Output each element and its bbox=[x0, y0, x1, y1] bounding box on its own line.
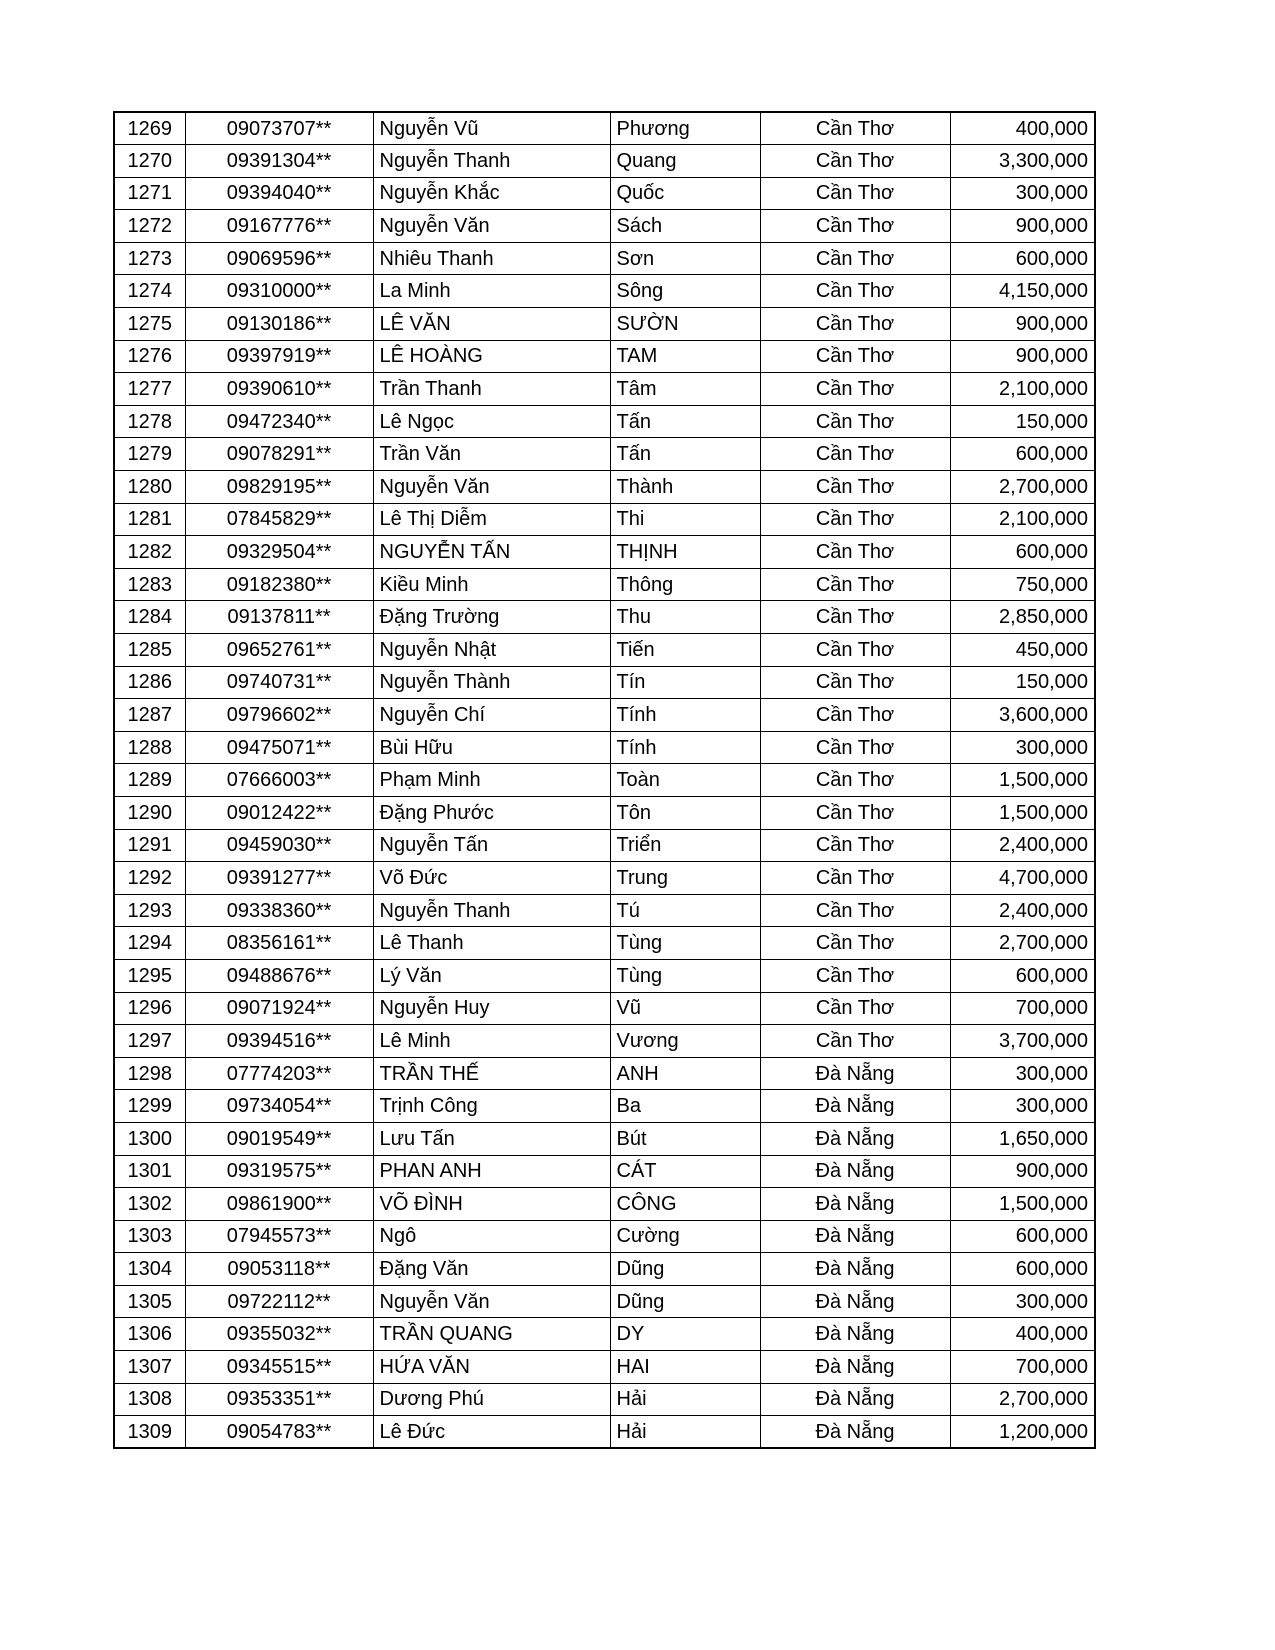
records-table-body bbox=[114, 112, 1095, 1448]
city-cell: Cần Thơ bbox=[760, 536, 950, 569]
city-cell: Đà Nẵng bbox=[760, 1155, 950, 1188]
phone-cell: 09073707** bbox=[185, 112, 373, 145]
last-name-cell: Ngô bbox=[373, 1220, 610, 1253]
city-cell: Đà Nẵng bbox=[760, 1220, 950, 1253]
row-number-cell: 1294 bbox=[114, 927, 185, 960]
first-name-cell: SƯỜN bbox=[610, 308, 760, 341]
city-cell: Đà Nẵng bbox=[760, 1351, 950, 1384]
phone-cell: 09019549** bbox=[185, 1122, 373, 1155]
last-name-cell: Nguyễn Huy bbox=[373, 992, 610, 1025]
table-row bbox=[114, 829, 1095, 862]
last-name-cell: Đặng Phước bbox=[373, 796, 610, 829]
last-name-cell: Nguyễn Văn bbox=[373, 471, 610, 504]
amount-cell: 1,200,000 bbox=[950, 1416, 1095, 1449]
amount-cell: 900,000 bbox=[950, 1155, 1095, 1188]
city-cell: Đà Nẵng bbox=[760, 1090, 950, 1123]
last-name-cell: LÊ HOÀNG bbox=[373, 340, 610, 373]
row-number-cell: 1280 bbox=[114, 471, 185, 504]
table-row bbox=[114, 1122, 1095, 1155]
table-row bbox=[114, 405, 1095, 438]
table-row bbox=[114, 536, 1095, 569]
phone-cell: 07945573** bbox=[185, 1220, 373, 1253]
table-row bbox=[114, 471, 1095, 504]
first-name-cell: Cường bbox=[610, 1220, 760, 1253]
row-number-cell: 1303 bbox=[114, 1220, 185, 1253]
first-name-cell: Tùng bbox=[610, 959, 760, 992]
amount-cell: 600,000 bbox=[950, 1220, 1095, 1253]
first-name-cell: Tùng bbox=[610, 927, 760, 960]
phone-cell: 09829195** bbox=[185, 471, 373, 504]
amount-cell: 2,700,000 bbox=[950, 471, 1095, 504]
row-number-cell: 1291 bbox=[114, 829, 185, 862]
city-cell: Cần Thơ bbox=[760, 503, 950, 536]
table-row bbox=[114, 145, 1095, 178]
first-name-cell: Hải bbox=[610, 1416, 760, 1449]
row-number-cell: 1307 bbox=[114, 1351, 185, 1384]
last-name-cell: HỨA VĂN bbox=[373, 1351, 610, 1384]
phone-cell: 09472340** bbox=[185, 405, 373, 438]
row-number-cell: 1269 bbox=[114, 112, 185, 145]
table-row bbox=[114, 1318, 1095, 1351]
row-number-cell: 1298 bbox=[114, 1057, 185, 1090]
phone-cell: 09397919** bbox=[185, 340, 373, 373]
last-name-cell: Bùi Hữu bbox=[373, 731, 610, 764]
city-cell: Cần Thơ bbox=[760, 894, 950, 927]
phone-cell: 09652761** bbox=[185, 634, 373, 667]
first-name-cell: Quang bbox=[610, 145, 760, 178]
last-name-cell: TRẦN QUANG bbox=[373, 1318, 610, 1351]
table-row bbox=[114, 242, 1095, 275]
first-name-cell: Thu bbox=[610, 601, 760, 634]
amount-cell: 900,000 bbox=[950, 308, 1095, 341]
phone-cell: 09390610** bbox=[185, 373, 373, 406]
phone-cell: 09740731** bbox=[185, 666, 373, 699]
last-name-cell: Nguyễn Chí bbox=[373, 699, 610, 732]
city-cell: Đà Nẵng bbox=[760, 1285, 950, 1318]
row-number-cell: 1279 bbox=[114, 438, 185, 471]
last-name-cell: TRẦN THẾ bbox=[373, 1057, 610, 1090]
row-number-cell: 1304 bbox=[114, 1253, 185, 1286]
amount-cell: 150,000 bbox=[950, 405, 1095, 438]
last-name-cell: Nguyễn Thanh bbox=[373, 894, 610, 927]
amount-cell: 2,100,000 bbox=[950, 503, 1095, 536]
first-name-cell: Vương bbox=[610, 1025, 760, 1058]
table-row bbox=[114, 1188, 1095, 1221]
last-name-cell: NGUYỄN TẤN bbox=[373, 536, 610, 569]
row-number-cell: 1295 bbox=[114, 959, 185, 992]
first-name-cell: Dũng bbox=[610, 1253, 760, 1286]
first-name-cell: ANH bbox=[610, 1057, 760, 1090]
amount-cell: 300,000 bbox=[950, 1285, 1095, 1318]
city-cell: Cần Thơ bbox=[760, 601, 950, 634]
table-row bbox=[114, 731, 1095, 764]
phone-cell: 09394516** bbox=[185, 1025, 373, 1058]
amount-cell: 600,000 bbox=[950, 959, 1095, 992]
city-cell: Đà Nẵng bbox=[760, 1188, 950, 1221]
table-row bbox=[114, 1253, 1095, 1286]
row-number-cell: 1289 bbox=[114, 764, 185, 797]
last-name-cell: Võ Đức bbox=[373, 862, 610, 895]
first-name-cell: Tôn bbox=[610, 796, 760, 829]
last-name-cell: Lê Thanh bbox=[373, 927, 610, 960]
phone-cell: 09459030** bbox=[185, 829, 373, 862]
phone-cell: 09071924** bbox=[185, 992, 373, 1025]
phone-cell: 09475071** bbox=[185, 731, 373, 764]
amount-cell: 2,100,000 bbox=[950, 373, 1095, 406]
last-name-cell: Lê Đức bbox=[373, 1416, 610, 1449]
last-name-cell: Trần Văn bbox=[373, 438, 610, 471]
amount-cell: 600,000 bbox=[950, 242, 1095, 275]
city-cell: Cần Thơ bbox=[760, 177, 950, 210]
first-name-cell: CÁT bbox=[610, 1155, 760, 1188]
table-row bbox=[114, 796, 1095, 829]
amount-cell: 2,700,000 bbox=[950, 1383, 1095, 1416]
table-row bbox=[114, 634, 1095, 667]
row-number-cell: 1284 bbox=[114, 601, 185, 634]
first-name-cell: Ba bbox=[610, 1090, 760, 1123]
first-name-cell: Tính bbox=[610, 699, 760, 732]
city-cell: Đà Nẵng bbox=[760, 1383, 950, 1416]
first-name-cell: Sông bbox=[610, 275, 760, 308]
amount-cell: 600,000 bbox=[950, 1253, 1095, 1286]
first-name-cell: HAI bbox=[610, 1351, 760, 1384]
phone-cell: 07666003** bbox=[185, 764, 373, 797]
last-name-cell: Nguyễn Thanh bbox=[373, 145, 610, 178]
table-row bbox=[114, 373, 1095, 406]
last-name-cell: Nguyễn Tấn bbox=[373, 829, 610, 862]
phone-cell: 09167776** bbox=[185, 210, 373, 243]
amount-cell: 400,000 bbox=[950, 112, 1095, 145]
row-number-cell: 1276 bbox=[114, 340, 185, 373]
row-number-cell: 1297 bbox=[114, 1025, 185, 1058]
amount-cell: 750,000 bbox=[950, 568, 1095, 601]
table-row bbox=[114, 438, 1095, 471]
last-name-cell: Nguyễn Văn bbox=[373, 1285, 610, 1318]
row-number-cell: 1293 bbox=[114, 894, 185, 927]
row-number-cell: 1302 bbox=[114, 1188, 185, 1221]
last-name-cell: Nguyễn Vũ bbox=[373, 112, 610, 145]
last-name-cell: La Minh bbox=[373, 275, 610, 308]
city-cell: Cần Thơ bbox=[760, 927, 950, 960]
row-number-cell: 1272 bbox=[114, 210, 185, 243]
phone-cell: 09734054** bbox=[185, 1090, 373, 1123]
first-name-cell: Tâm bbox=[610, 373, 760, 406]
first-name-cell: Sách bbox=[610, 210, 760, 243]
table-row bbox=[114, 275, 1095, 308]
city-cell: Cần Thơ bbox=[760, 471, 950, 504]
row-number-cell: 1274 bbox=[114, 275, 185, 308]
last-name-cell: Phạm Minh bbox=[373, 764, 610, 797]
row-number-cell: 1271 bbox=[114, 177, 185, 210]
table-row bbox=[114, 764, 1095, 797]
city-cell: Cần Thơ bbox=[760, 568, 950, 601]
city-cell: Cần Thơ bbox=[760, 634, 950, 667]
amount-cell: 300,000 bbox=[950, 1057, 1095, 1090]
first-name-cell: Toàn bbox=[610, 764, 760, 797]
city-cell: Cần Thơ bbox=[760, 699, 950, 732]
table-row bbox=[114, 927, 1095, 960]
first-name-cell: Tú bbox=[610, 894, 760, 927]
phone-cell: 09130186** bbox=[185, 308, 373, 341]
amount-cell: 1,500,000 bbox=[950, 1188, 1095, 1221]
table-row bbox=[114, 1383, 1095, 1416]
first-name-cell: Hải bbox=[610, 1383, 760, 1416]
city-cell: Cần Thơ bbox=[760, 340, 950, 373]
last-name-cell: Đặng Trường bbox=[373, 601, 610, 634]
phone-cell: 09054783** bbox=[185, 1416, 373, 1449]
row-number-cell: 1296 bbox=[114, 992, 185, 1025]
table-row bbox=[114, 1025, 1095, 1058]
table-row bbox=[114, 959, 1095, 992]
first-name-cell: Thi bbox=[610, 503, 760, 536]
row-number-cell: 1301 bbox=[114, 1155, 185, 1188]
last-name-cell: VÕ ĐÌNH bbox=[373, 1188, 610, 1221]
table-row bbox=[114, 177, 1095, 210]
first-name-cell: Thông bbox=[610, 568, 760, 601]
city-cell: Cần Thơ bbox=[760, 829, 950, 862]
phone-cell: 09391304** bbox=[185, 145, 373, 178]
amount-cell: 300,000 bbox=[950, 1090, 1095, 1123]
city-cell: Cần Thơ bbox=[760, 959, 950, 992]
last-name-cell: Kiều Minh bbox=[373, 568, 610, 601]
city-cell: Cần Thơ bbox=[760, 731, 950, 764]
last-name-cell: Dương Phú bbox=[373, 1383, 610, 1416]
phone-cell: 08356161** bbox=[185, 927, 373, 960]
city-cell: Cần Thơ bbox=[760, 438, 950, 471]
first-name-cell: Quốc bbox=[610, 177, 760, 210]
row-number-cell: 1300 bbox=[114, 1122, 185, 1155]
city-cell: Cần Thơ bbox=[760, 275, 950, 308]
phone-cell: 07845829** bbox=[185, 503, 373, 536]
phone-cell: 07774203** bbox=[185, 1057, 373, 1090]
amount-cell: 4,700,000 bbox=[950, 862, 1095, 895]
last-name-cell: LÊ VĂN bbox=[373, 308, 610, 341]
phone-cell: 09182380** bbox=[185, 568, 373, 601]
amount-cell: 1,500,000 bbox=[950, 796, 1095, 829]
first-name-cell: DY bbox=[610, 1318, 760, 1351]
row-number-cell: 1309 bbox=[114, 1416, 185, 1449]
city-cell: Đà Nẵng bbox=[760, 1122, 950, 1155]
amount-cell: 450,000 bbox=[950, 634, 1095, 667]
last-name-cell: Nguyễn Văn bbox=[373, 210, 610, 243]
row-number-cell: 1290 bbox=[114, 796, 185, 829]
city-cell: Cần Thơ bbox=[760, 666, 950, 699]
phone-cell: 09137811** bbox=[185, 601, 373, 634]
amount-cell: 1,500,000 bbox=[950, 764, 1095, 797]
first-name-cell: Thành bbox=[610, 471, 760, 504]
phone-cell: 09488676** bbox=[185, 959, 373, 992]
table-row bbox=[114, 1155, 1095, 1188]
table-row bbox=[114, 1351, 1095, 1384]
row-number-cell: 1292 bbox=[114, 862, 185, 895]
row-number-cell: 1282 bbox=[114, 536, 185, 569]
row-number-cell: 1308 bbox=[114, 1383, 185, 1416]
table-row bbox=[114, 601, 1095, 634]
table-row bbox=[114, 862, 1095, 895]
amount-cell: 300,000 bbox=[950, 177, 1095, 210]
city-cell: Cần Thơ bbox=[760, 992, 950, 1025]
last-name-cell: Lê Ngọc bbox=[373, 405, 610, 438]
city-cell: Cần Thơ bbox=[760, 145, 950, 178]
phone-cell: 09345515** bbox=[185, 1351, 373, 1384]
phone-cell: 09012422** bbox=[185, 796, 373, 829]
phone-cell: 09394040** bbox=[185, 177, 373, 210]
city-cell: Cần Thơ bbox=[760, 862, 950, 895]
city-cell: Cần Thơ bbox=[760, 242, 950, 275]
row-number-cell: 1299 bbox=[114, 1090, 185, 1123]
first-name-cell: Tính bbox=[610, 731, 760, 764]
city-cell: Đà Nẵng bbox=[760, 1057, 950, 1090]
table-row bbox=[114, 894, 1095, 927]
phone-cell: 09722112** bbox=[185, 1285, 373, 1318]
first-name-cell: TAM bbox=[610, 340, 760, 373]
city-cell: Cần Thơ bbox=[760, 210, 950, 243]
last-name-cell: Nguyễn Nhật bbox=[373, 634, 610, 667]
row-number-cell: 1287 bbox=[114, 699, 185, 732]
phone-cell: 09796602** bbox=[185, 699, 373, 732]
phone-cell: 09861900** bbox=[185, 1188, 373, 1221]
first-name-cell: Triển bbox=[610, 829, 760, 862]
table-row bbox=[114, 1416, 1095, 1449]
first-name-cell: Tiến bbox=[610, 634, 760, 667]
first-name-cell: CÔNG bbox=[610, 1188, 760, 1221]
first-name-cell: Trung bbox=[610, 862, 760, 895]
city-cell: Cần Thơ bbox=[760, 764, 950, 797]
phone-cell: 09069596** bbox=[185, 242, 373, 275]
city-cell: Cần Thơ bbox=[760, 373, 950, 406]
table-row bbox=[114, 210, 1095, 243]
last-name-cell: Nguyễn Khắc bbox=[373, 177, 610, 210]
last-name-cell: Đặng Văn bbox=[373, 1253, 610, 1286]
row-number-cell: 1285 bbox=[114, 634, 185, 667]
row-number-cell: 1278 bbox=[114, 405, 185, 438]
city-cell: Cần Thơ bbox=[760, 405, 950, 438]
row-number-cell: 1277 bbox=[114, 373, 185, 406]
first-name-cell: Tín bbox=[610, 666, 760, 699]
last-name-cell: Nguyễn Thành bbox=[373, 666, 610, 699]
phone-cell: 09310000** bbox=[185, 275, 373, 308]
table-row bbox=[114, 699, 1095, 732]
row-number-cell: 1270 bbox=[114, 145, 185, 178]
table-row bbox=[114, 992, 1095, 1025]
amount-cell: 600,000 bbox=[950, 536, 1095, 569]
first-name-cell: Tấn bbox=[610, 405, 760, 438]
amount-cell: 3,300,000 bbox=[950, 145, 1095, 178]
amount-cell: 700,000 bbox=[950, 1351, 1095, 1384]
table-row bbox=[114, 308, 1095, 341]
table-row bbox=[114, 1090, 1095, 1123]
amount-cell: 900,000 bbox=[950, 340, 1095, 373]
last-name-cell: Trịnh Công bbox=[373, 1090, 610, 1123]
phone-cell: 09319575** bbox=[185, 1155, 373, 1188]
phone-cell: 09078291** bbox=[185, 438, 373, 471]
row-number-cell: 1273 bbox=[114, 242, 185, 275]
city-cell: Cần Thơ bbox=[760, 308, 950, 341]
first-name-cell: Bút bbox=[610, 1122, 760, 1155]
last-name-cell: Lê Thị Diễm bbox=[373, 503, 610, 536]
amount-cell: 2,400,000 bbox=[950, 829, 1095, 862]
table-row bbox=[114, 666, 1095, 699]
first-name-cell: Sơn bbox=[610, 242, 760, 275]
table-row bbox=[114, 568, 1095, 601]
amount-cell: 1,650,000 bbox=[950, 1122, 1095, 1155]
amount-cell: 2,400,000 bbox=[950, 894, 1095, 927]
phone-cell: 09353351** bbox=[185, 1383, 373, 1416]
last-name-cell: PHAN ANH bbox=[373, 1155, 610, 1188]
amount-cell: 700,000 bbox=[950, 992, 1095, 1025]
amount-cell: 3,600,000 bbox=[950, 699, 1095, 732]
first-name-cell: Dũng bbox=[610, 1285, 760, 1318]
last-name-cell: Lưu Tấn bbox=[373, 1122, 610, 1155]
last-name-cell: Trần Thanh bbox=[373, 373, 610, 406]
amount-cell: 3,700,000 bbox=[950, 1025, 1095, 1058]
amount-cell: 4,150,000 bbox=[950, 275, 1095, 308]
row-number-cell: 1286 bbox=[114, 666, 185, 699]
phone-cell: 09053118** bbox=[185, 1253, 373, 1286]
city-cell: Đà Nẵng bbox=[760, 1416, 950, 1449]
table-row bbox=[114, 340, 1095, 373]
table-row bbox=[114, 1057, 1095, 1090]
first-name-cell: Vũ bbox=[610, 992, 760, 1025]
amount-cell: 2,700,000 bbox=[950, 927, 1095, 960]
phone-cell: 09329504** bbox=[185, 536, 373, 569]
amount-cell: 600,000 bbox=[950, 438, 1095, 471]
amount-cell: 2,850,000 bbox=[950, 601, 1095, 634]
phone-cell: 09355032** bbox=[185, 1318, 373, 1351]
row-number-cell: 1283 bbox=[114, 568, 185, 601]
phone-cell: 09338360** bbox=[185, 894, 373, 927]
table-row bbox=[114, 1285, 1095, 1318]
phone-cell: 09391277** bbox=[185, 862, 373, 895]
row-number-cell: 1306 bbox=[114, 1318, 185, 1351]
city-cell: Cần Thơ bbox=[760, 112, 950, 145]
row-number-cell: 1305 bbox=[114, 1285, 185, 1318]
amount-cell: 400,000 bbox=[950, 1318, 1095, 1351]
row-number-cell: 1275 bbox=[114, 308, 185, 341]
city-cell: Đà Nẵng bbox=[760, 1253, 950, 1286]
amount-cell: 300,000 bbox=[950, 731, 1095, 764]
table-row bbox=[114, 112, 1095, 145]
amount-cell: 900,000 bbox=[950, 210, 1095, 243]
records-table bbox=[113, 111, 1096, 1449]
last-name-cell: Nhiêu Thanh bbox=[373, 242, 610, 275]
last-name-cell: Lê Minh bbox=[373, 1025, 610, 1058]
row-number-cell: 1281 bbox=[114, 503, 185, 536]
table-row bbox=[114, 503, 1095, 536]
city-cell: Đà Nẵng bbox=[760, 1318, 950, 1351]
city-cell: Cần Thơ bbox=[760, 1025, 950, 1058]
city-cell: Cần Thơ bbox=[760, 796, 950, 829]
last-name-cell: Lý Văn bbox=[373, 959, 610, 992]
row-number-cell: 1288 bbox=[114, 731, 185, 764]
amount-cell: 150,000 bbox=[950, 666, 1095, 699]
table-row bbox=[114, 1220, 1095, 1253]
first-name-cell: Phương bbox=[610, 112, 760, 145]
first-name-cell: THỊNH bbox=[610, 536, 760, 569]
first-name-cell: Tấn bbox=[610, 438, 760, 471]
